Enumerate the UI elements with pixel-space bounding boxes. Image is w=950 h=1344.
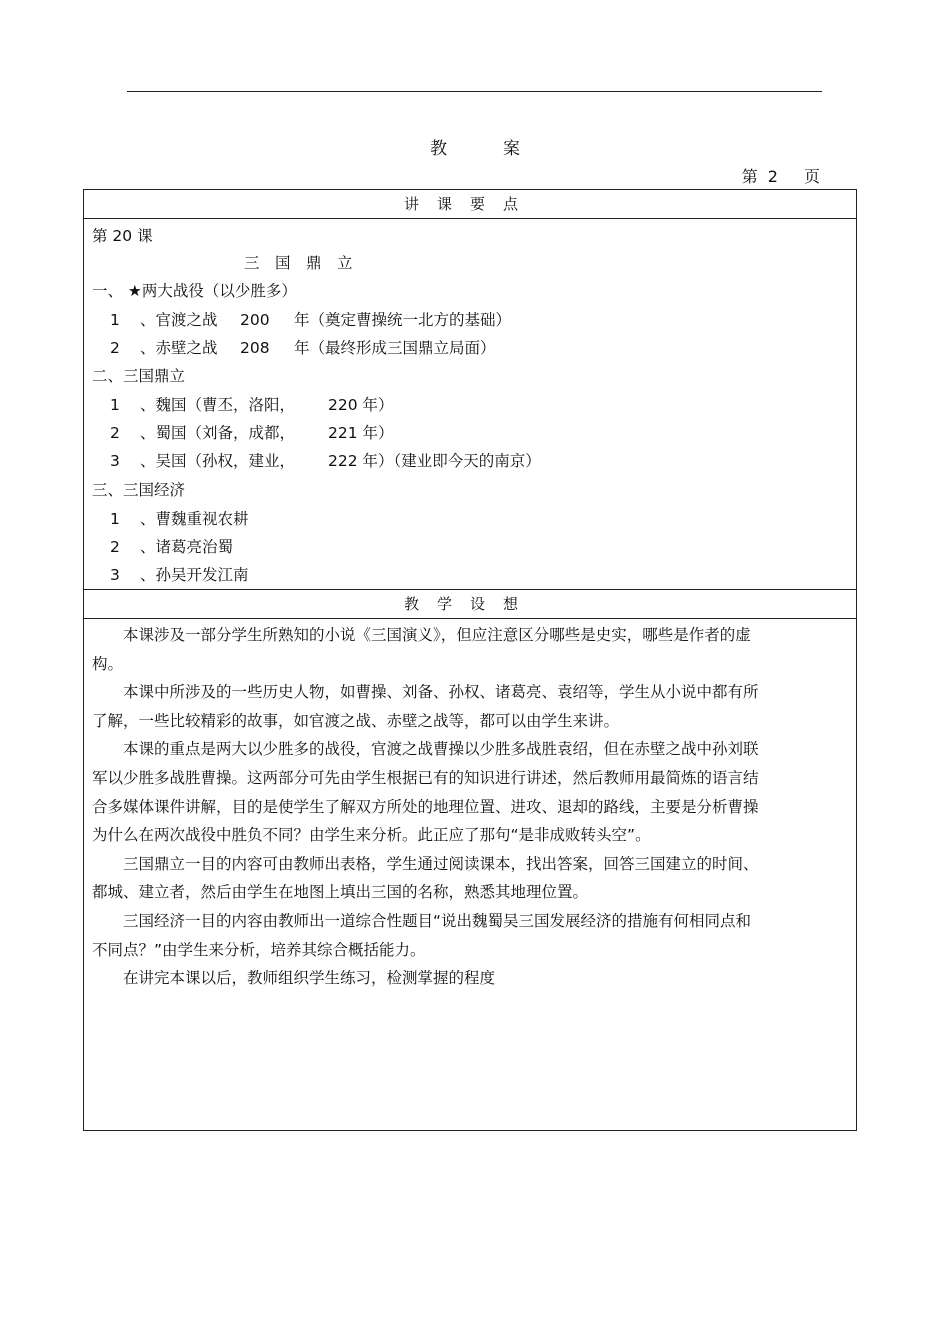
item-year: 220 年）: [328, 396, 394, 414]
item-name: 、蜀国（刘备，成都，: [140, 424, 296, 442]
title-char-1: 教: [430, 139, 447, 159]
part2-title: 二、三国鼎立: [92, 367, 186, 385]
divider: [84, 218, 856, 219]
part1-title: 一、 ★两大战役（以少胜多）: [92, 282, 297, 300]
paragraph: 在讲完本课以后，教师组织学生练习，检测掌握的程度: [123, 969, 496, 988]
item-number: 2: [110, 538, 120, 556]
item-text: 、曹魏重视农耕: [140, 510, 249, 528]
document-title: [0, 134, 950, 159]
item-name: 、官渡之战: [140, 311, 218, 329]
page-number: 2: [767, 167, 778, 186]
page-label-suffix: 页: [803, 167, 820, 186]
paragraph: 三国鼎立一目的内容可由教师出表格，学生通过阅读课本，找出答案，回答三国建立的时间、都城、建立者，然后由学生在地图上填出三国的名称，熟悉其地理位置。: [92, 854, 759, 902]
header-rule: [127, 91, 822, 92]
list-item: [110, 565, 249, 585]
list-item: [110, 338, 496, 358]
list-item: [110, 537, 233, 557]
title-char-2: 案: [503, 139, 520, 159]
item-year: 221 年）: [328, 424, 394, 442]
paragraph: 本课涉及一部分学生所熟知的小说《三国演义》，但应注意区分哪些是史实，哪些是作者的虚构。: [92, 626, 751, 673]
list-item: [110, 395, 394, 415]
paragraph: 三国经济一目的内容由教师出一道综合性题目“说出魏蜀吴三国发展经济的措施有何相同点和不同点？”由学生来分析，培养其综合概括能力。: [92, 911, 752, 959]
teaching-design-body: [92, 621, 762, 993]
item-name: 、吴国（孙权，建业，: [140, 452, 296, 470]
item-number: 3: [110, 452, 120, 470]
item-year: 222 年）: [328, 452, 394, 470]
list-item: [110, 423, 394, 443]
item-number: 3: [110, 566, 120, 584]
lesson-title: 三 国 鼎 立: [244, 254, 353, 272]
page-label-prefix: 第: [741, 167, 758, 186]
list-item: [110, 509, 249, 529]
item-number: 2: [110, 339, 120, 357]
list-item: [110, 310, 511, 330]
item-text: 、诸葛亮治蜀: [140, 538, 234, 556]
item-year: 200: [240, 311, 270, 329]
item-note: 年（最终形成三国鼎立局面）: [294, 339, 496, 357]
item-year: 208: [240, 339, 270, 357]
key-points-heading: 讲课要点: [403, 195, 536, 213]
item-name: 、魏国（曹丕，洛阳，: [140, 396, 296, 414]
teaching-design-heading: 教学设想: [403, 595, 536, 613]
item-name: 、赤壁之战: [140, 339, 218, 357]
item-number: 1: [110, 311, 120, 329]
lesson-plan-table: [83, 189, 857, 1131]
item-text: 、孙吴开发江南: [140, 566, 249, 584]
item-number: 1: [110, 510, 120, 528]
item-note: 年（奠定曹操统一北方的基础）: [294, 311, 512, 329]
item-number: 2: [110, 424, 120, 442]
part3-title: 三、三国经济: [92, 481, 186, 499]
paragraph: 本课中所涉及的一些历史人物，如曹操、刘备、孙权、诸葛亮、袁绍等，学生从小说中都有所了解，一些比较精彩的故事，如官渡之战、赤壁之战等，都可以由学生来讲。: [92, 683, 759, 730]
item-number: 1: [110, 396, 120, 414]
paragraph: 本课的重点是两大以少胜多的战役，官渡之战曹操以少胜多战胜袁绍，但在赤壁之战中孙刘联军以少胜多战胜曹操。这两部分可先由学生根据已有的知识进行讲述，然后教师用最简炼的语言结合多媒体课件讲解，目的是使学生了解双方所处的地理位置、进攻、退却的路线，主要是分析曹操为什么在两次战役中胜负不同？由学生来分析。此正应了那句“是非成败转头空”。: [92, 740, 759, 845]
page-number-label: [732, 164, 820, 187]
divider: [84, 618, 856, 619]
item-note: （建业即今天的南京）: [393, 452, 541, 470]
lesson-number: 第 20 课: [92, 227, 153, 245]
list-item: [110, 451, 541, 471]
